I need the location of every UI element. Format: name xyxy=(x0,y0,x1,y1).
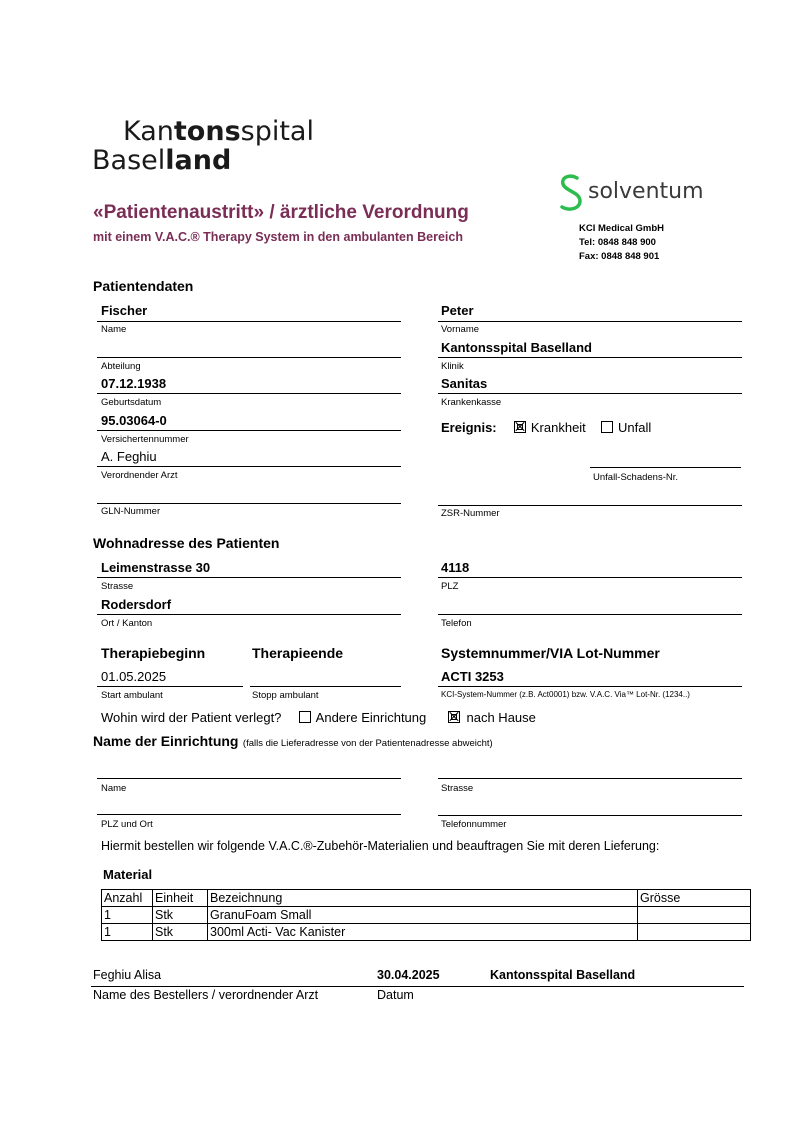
divider xyxy=(97,357,401,358)
andere-einrichtung-label: Andere Einrichtung xyxy=(315,710,427,725)
section-einrichtung xyxy=(93,733,493,751)
supplier-logo xyxy=(558,174,708,214)
cell-anzahl[interactable]: 1 xyxy=(102,907,153,924)
material-table xyxy=(101,889,751,941)
col-anzahl: Anzahl xyxy=(102,890,153,907)
stop-line xyxy=(250,686,401,687)
nach-hause-label: nach Hause xyxy=(466,710,536,725)
divider xyxy=(438,357,742,358)
zsr-line xyxy=(438,505,742,506)
facility-name-label: Name xyxy=(101,783,127,794)
therapy-stop-label: Stopp ambulant xyxy=(252,690,319,701)
hospital-logo-line2: Baselland xyxy=(92,145,232,176)
patient-vorname-value[interactable]: Peter xyxy=(441,303,474,318)
patient-klinik-label: Klinik xyxy=(441,361,464,372)
arzt-label: Verordnender Arzt xyxy=(101,470,178,481)
ereignis-label: Ereignis: xyxy=(441,420,497,435)
patient-name-label: Name xyxy=(101,324,127,335)
signature-line xyxy=(91,986,744,987)
andere-einrichtung-checkbox[interactable] xyxy=(299,711,311,723)
patient-klinik-value[interactable]: Kantonsspital Baselland xyxy=(441,340,592,355)
cell-bezeichnung[interactable]: 300ml Acti- Vac Kanister xyxy=(208,924,638,941)
krankheit-label: Krankheit xyxy=(530,420,586,435)
therapiebeginn-title: Therapiebeginn xyxy=(101,645,206,661)
telefon-line xyxy=(438,614,742,615)
facility-telefon-label: Telefonnummer xyxy=(441,819,507,830)
address-ort-value[interactable]: Rodersdorf xyxy=(101,597,172,612)
address-strasse-value[interactable]: Leimenstrasse 30 xyxy=(101,560,211,575)
divider xyxy=(97,430,401,431)
divider xyxy=(97,577,401,578)
facility-strasse-label: Strasse xyxy=(441,783,474,794)
section-patientendaten: Patientendaten xyxy=(93,278,194,294)
datum-label: Datum xyxy=(377,988,414,1002)
unfall-nr-line xyxy=(590,467,741,468)
section-wohnadresse: Wohnadresse des Patienten xyxy=(93,535,280,551)
solventum-s-icon xyxy=(558,174,584,212)
datum-value[interactable]: 30.04.2025 xyxy=(377,968,440,982)
patient-name-value[interactable]: Fischer xyxy=(101,303,148,318)
patient-versichertennummer-value[interactable]: 95.03064-0 xyxy=(101,413,167,428)
zsr-label: ZSR-Nummer xyxy=(441,508,500,519)
address-strasse-label: Strasse xyxy=(101,581,134,592)
patient-geburtsdatum-value[interactable]: 07.12.1938 xyxy=(101,376,167,391)
spital-value: Kantonsspital Baselland xyxy=(490,968,636,982)
table-row xyxy=(102,924,751,941)
patient-versichertennummer-label: Versichertennummer xyxy=(101,434,189,445)
col-groesse: Grösse xyxy=(638,890,751,907)
therapy-system-label: KCI-System-Nummer (z.B. Act0001) bzw. V.A.C. Via™ Lot-Nr. (1234..) xyxy=(441,690,690,699)
cell-bezeichnung[interactable]: GranuFoam Small xyxy=(208,907,638,924)
supplier-logo-text: solventum xyxy=(588,179,704,204)
patient-abteilung-label: Abteilung xyxy=(101,361,141,372)
table-row xyxy=(102,907,751,924)
divider xyxy=(97,466,401,467)
facility-telefon-line xyxy=(438,815,742,816)
hospital-logo: Kantonsspital xyxy=(123,116,314,147)
besteller-value[interactable]: Feghiu Alisa xyxy=(93,968,162,982)
facility-name-line xyxy=(97,778,401,779)
patient-vorname-label: Vorname xyxy=(441,324,480,335)
page-title: «Patientenaustritt» / ärztliche Verordnung xyxy=(93,202,469,223)
divider xyxy=(97,614,401,615)
therapy-start-value[interactable]: 01.05.2025 xyxy=(101,669,167,684)
patient-krankenkasse-label: Krankenkasse xyxy=(441,397,502,408)
cell-groesse[interactable] xyxy=(638,907,751,924)
facility-plz-line xyxy=(97,814,401,815)
divider xyxy=(438,577,742,578)
supplier-contact: KCI Medical GmbH Tel: 0848 848 900 Fax: 0848 848 901 xyxy=(579,223,664,262)
unfall-nr-label: Unfall-Schadens-Nr. xyxy=(593,472,679,483)
arzt-value[interactable]: A. Feghiu xyxy=(101,449,157,464)
besteller-label: Name des Bestellers / verordnender Arzt xyxy=(93,988,319,1002)
krankheit-checkbox[interactable] xyxy=(514,421,526,433)
ereignis-group xyxy=(441,420,651,435)
col-einheit: Einheit xyxy=(153,890,208,907)
divider xyxy=(97,321,401,322)
cell-anzahl[interactable]: 1 xyxy=(102,924,153,941)
unfall-label: Unfall xyxy=(618,420,652,435)
nach-hause-checkbox[interactable] xyxy=(448,711,460,723)
einrichtung-note: (falls die Lieferadresse von der Patientenadresse abweicht) xyxy=(242,738,493,749)
cell-einheit[interactable]: Stk xyxy=(153,924,208,941)
address-ort-label: Ort / Kanton xyxy=(101,618,153,629)
gln-line xyxy=(97,503,401,504)
divider xyxy=(438,393,742,394)
facility-strasse-line xyxy=(438,778,742,779)
divider xyxy=(438,321,742,322)
divider xyxy=(97,686,243,687)
gln-label: GLN-Nummer xyxy=(101,506,161,517)
therapieende-title: Therapieende xyxy=(252,645,344,661)
therapy-start-label: Start ambulant xyxy=(101,690,163,701)
address-plz-label: PLZ xyxy=(441,581,459,592)
page-subtitle: mit einem V.A.C.® Therapy System in den ambulanten Bereich xyxy=(93,230,463,244)
facility-plz-label: PLZ und Ort xyxy=(101,819,153,830)
einrichtung-title: Name der Einrichtung xyxy=(93,733,239,749)
therapy-system-value[interactable]: ACTI 3253 xyxy=(441,669,504,684)
divider xyxy=(438,686,742,687)
unfall-checkbox[interactable] xyxy=(601,421,613,433)
patient-geburtsdatum-label: Geburtsdatum xyxy=(101,397,162,408)
verlegung-question-row xyxy=(101,710,536,725)
col-bezeichnung: Bezeichnung xyxy=(208,890,638,907)
patient-krankenkasse-value[interactable]: Sanitas xyxy=(441,376,488,391)
cell-einheit[interactable]: Stk xyxy=(153,907,208,924)
address-plz-value[interactable]: 4118 xyxy=(441,560,470,575)
address-telefon-label: Telefon xyxy=(441,618,472,629)
verlegung-question: Wohin wird der Patient verlegt? xyxy=(101,710,282,725)
cell-groesse[interactable] xyxy=(638,924,751,941)
systemnummer-title: Systemnummer/VIA Lot-Nummer xyxy=(441,645,660,661)
material-title: Material xyxy=(103,867,153,882)
divider xyxy=(97,393,401,394)
order-text: Hiermit bestellen wir folgende V.A.C.®-Zubehör-Materialien und beauftragen Sie mit deren Lieferung: xyxy=(101,839,660,853)
table-header-row xyxy=(102,890,751,907)
